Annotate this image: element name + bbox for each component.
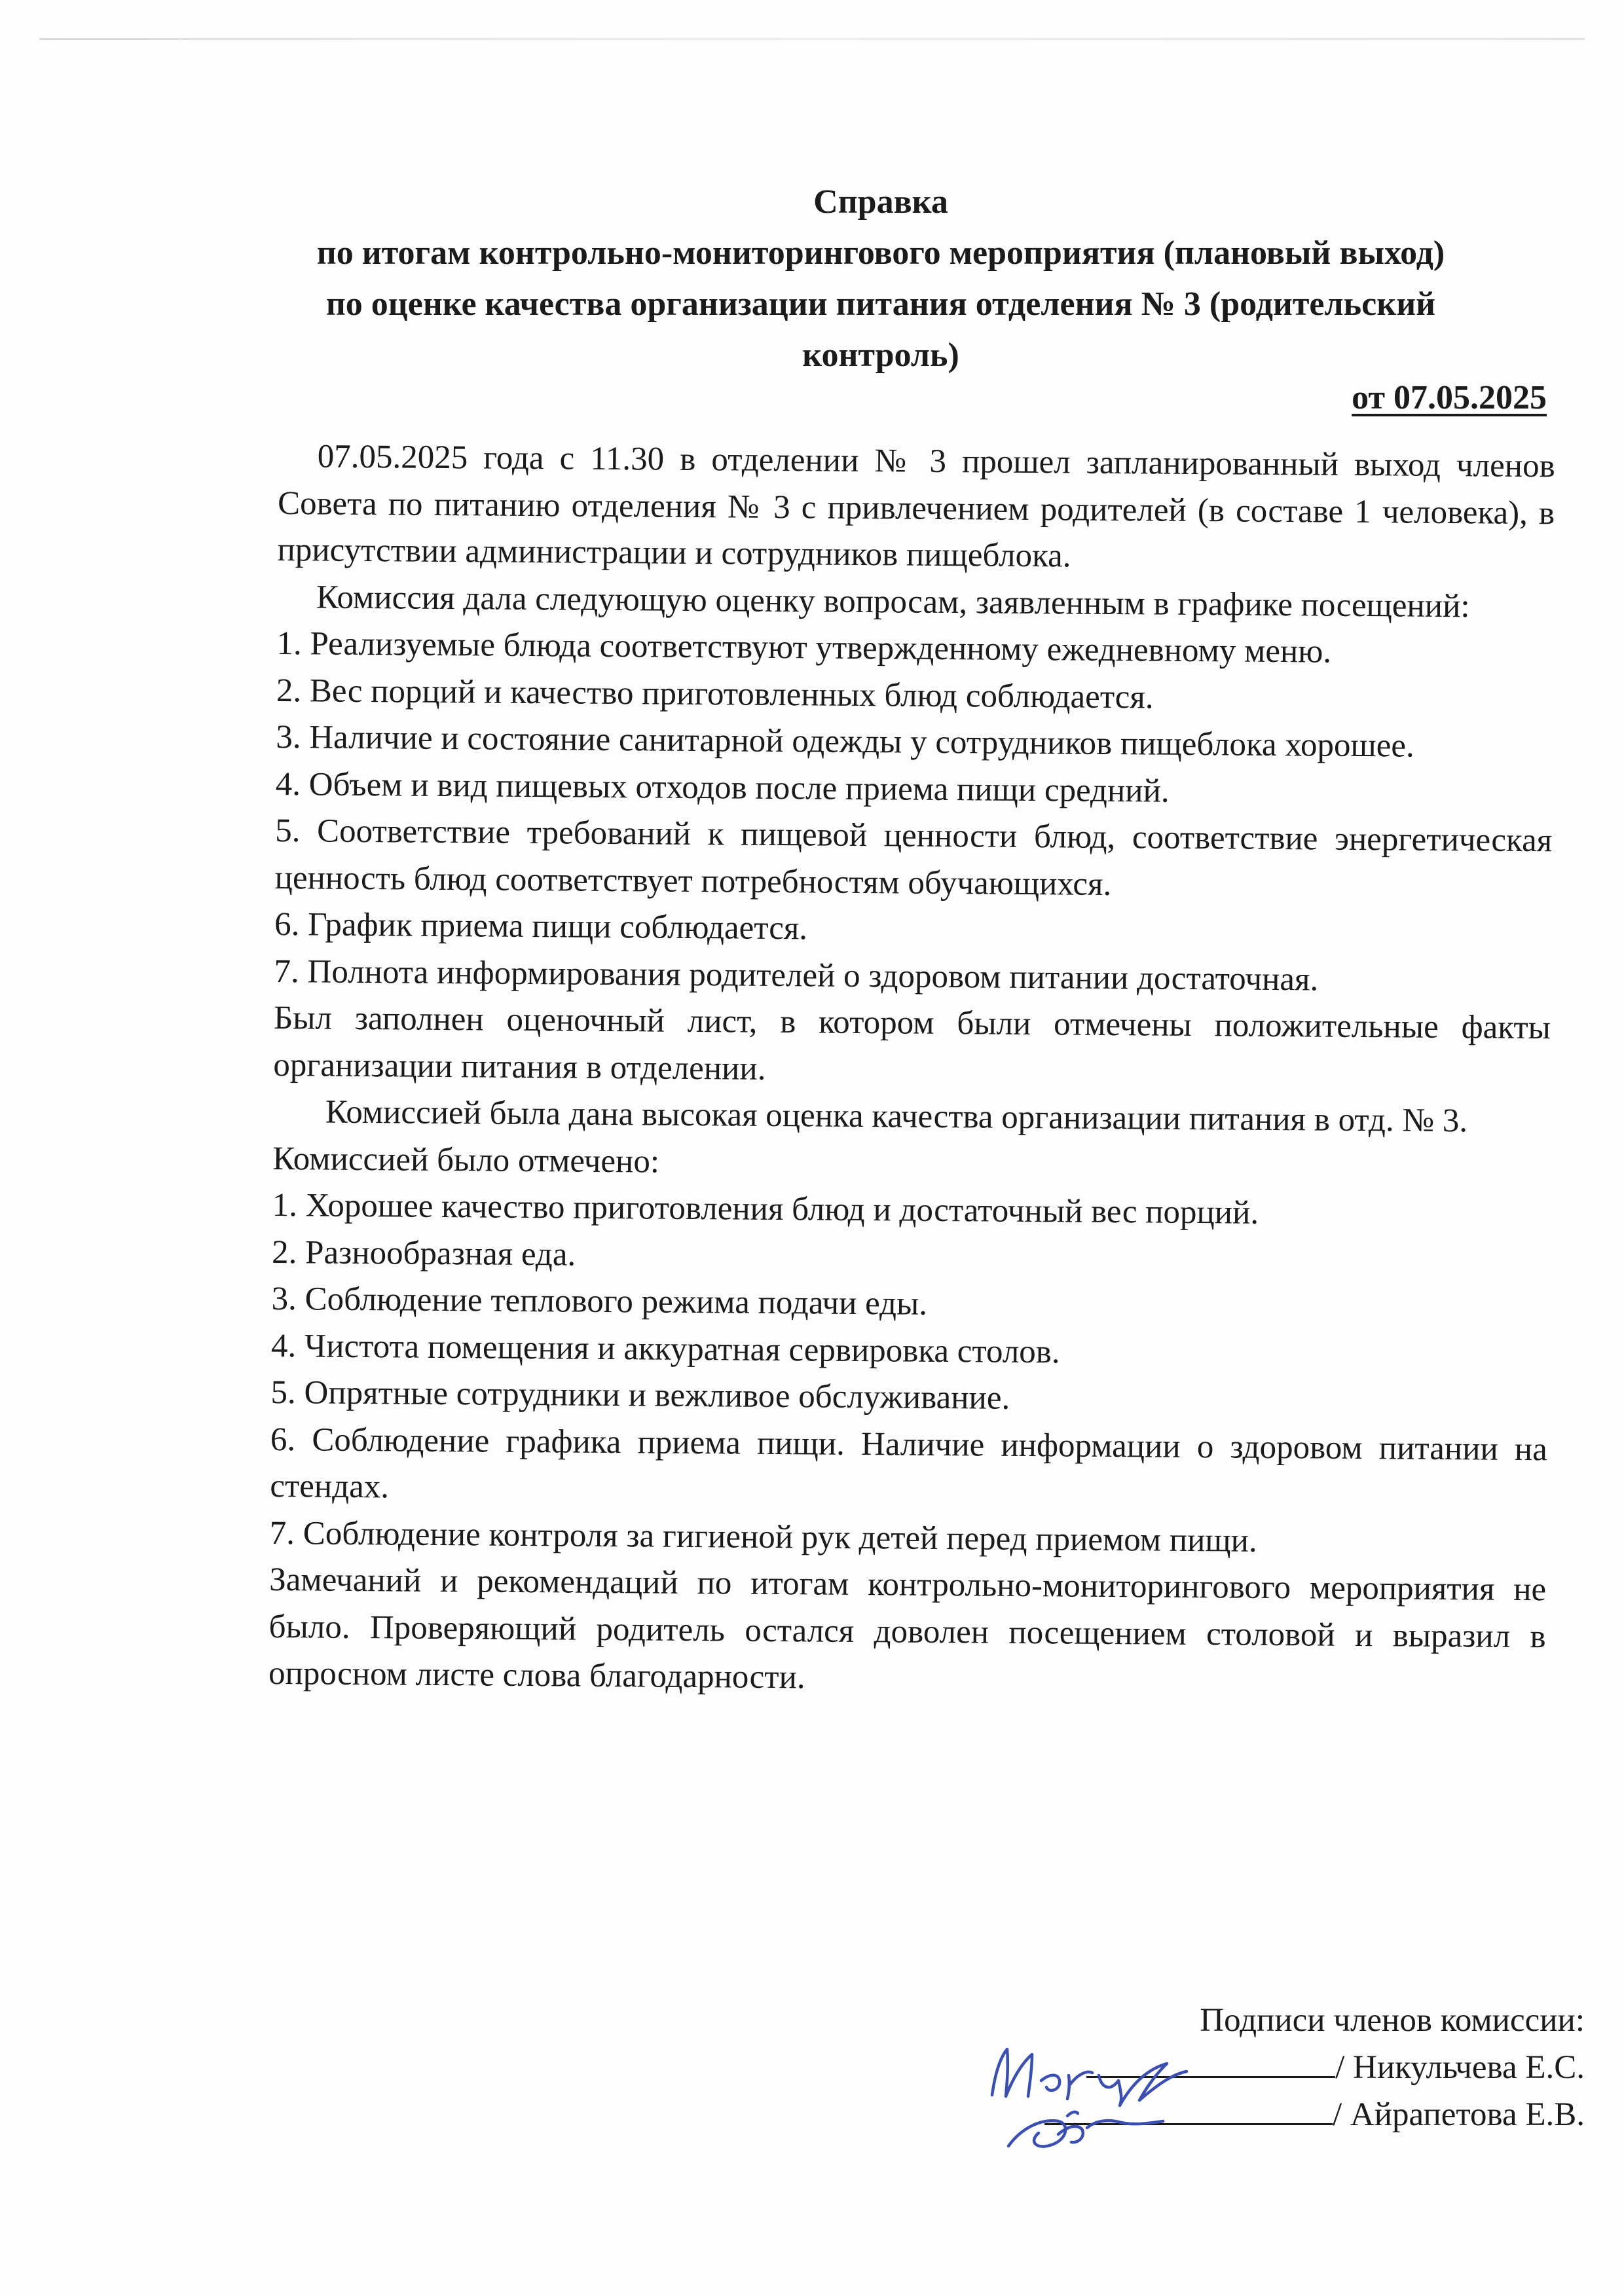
document-body: [268, 433, 1555, 1707]
noted-item-5: 5. Опрятные сотрудники и вежливое обслуживание.: [270, 1374, 1010, 1417]
noted-item-3: 3. Соблюдение теплового режима подачи еды.: [271, 1280, 928, 1322]
noted-item-2: 2. Разнообразная еда.: [271, 1233, 576, 1273]
signature-name-1: / Никульчева Е.С.: [1335, 2049, 1585, 2086]
signature-row-2: [930, 2091, 1585, 2138]
assessment-item-4: 4. Объем и вид пищевых отходов после приема пищи средний.: [275, 765, 1170, 810]
noted-item-1: 1. Хорошее качество приготовления блюд и достаточный вес порций.: [272, 1186, 1259, 1231]
document-title: Справка: [813, 183, 948, 221]
assessment-item-3: 3. Наличие и состояние санитарной одежды у сотрудников пищеблока хорошее.: [276, 718, 1415, 765]
signature-line-2: [1044, 2097, 1333, 2125]
paragraph-high-rating: Комиссией была дана высокая оценка качества организации питания в отд. № 3.: [325, 1093, 1468, 1140]
paragraph-conclusion: Замечаний и рекомендаций по итогам контрольно-мониторингового мероприятия не было. Проверяющий родитель остался доволен посещением столовой и выразил в опросном листе слова благодарности.: [268, 1561, 1547, 1696]
noted-item-4: 4. Чистота помещения и аккуратная сервировка столов.: [270, 1327, 1060, 1370]
document-subtitle-line-1: по итогам контрольно-мониторингового мероприятия (плановый выход): [316, 234, 1445, 272]
signature-line-1: [1086, 2050, 1335, 2078]
document-subtitle-line-2: по оценке качества организации питания отделения № 3 (родительский: [325, 285, 1436, 323]
signature-name-2: / Айрапетова Е.В.: [1332, 2096, 1585, 2133]
assessment-item-5: 5. Соответствие требований к пищевой ценности блюд, соответствие энергетическая ценность блюд соответствует потребностям обучающихся.: [274, 812, 1553, 903]
assessment-item-7: 7. Полнота информирования родителей о здоровом питании достаточная.: [274, 953, 1319, 998]
noted-item-7: 7. Соблюдение контроля за гигиеной рук детей перед приемом пищи.: [269, 1514, 1257, 1559]
scan-edge-line: [39, 38, 1585, 40]
noted-item-6: 6. Соблюдение графика приема пищи. Наличие информации о здоровом питании на стендах.: [270, 1421, 1548, 1506]
signature-row-1: [930, 2044, 1585, 2091]
signature-block: [930, 1997, 1585, 2138]
document-title-block: [216, 177, 1545, 381]
assessment-item-2: 2. Вес порций и качество приготовленных блюд соблюдается.: [276, 672, 1154, 716]
paragraph-evaluation-sheet: Был заполнен оценочный лист, в котором были отмечены положительные факты организации питания в отделении.: [273, 999, 1551, 1087]
document-date: от 07.05.2025: [1352, 379, 1547, 416]
paragraph-assessment-intro: Комиссия дала следующую оценку вопросам, заявленным в графике посещений:: [316, 578, 1470, 625]
document-subtitle-line-3: контроль): [802, 337, 959, 374]
paragraph-noted-heading: Комиссией было отмечено:: [272, 1140, 660, 1180]
paragraph-intro: 07.05.2025 года с 11.30 в отделении № 3 прошел запланированный выход членов Совета по питанию отделения № 3 с привлечением родителей (в составе 1 человека), в присутствии администрации и сотрудников пищеблока.: [277, 438, 1555, 575]
assessment-item-6: 6. График приема пищи соблюдается.: [274, 905, 808, 947]
signature-heading: Подписи членов комиссии:: [1200, 2002, 1585, 2039]
assessment-item-1: 1. Реализуемые блюда соответствуют утвержденному ежедневному меню.: [276, 625, 1332, 670]
